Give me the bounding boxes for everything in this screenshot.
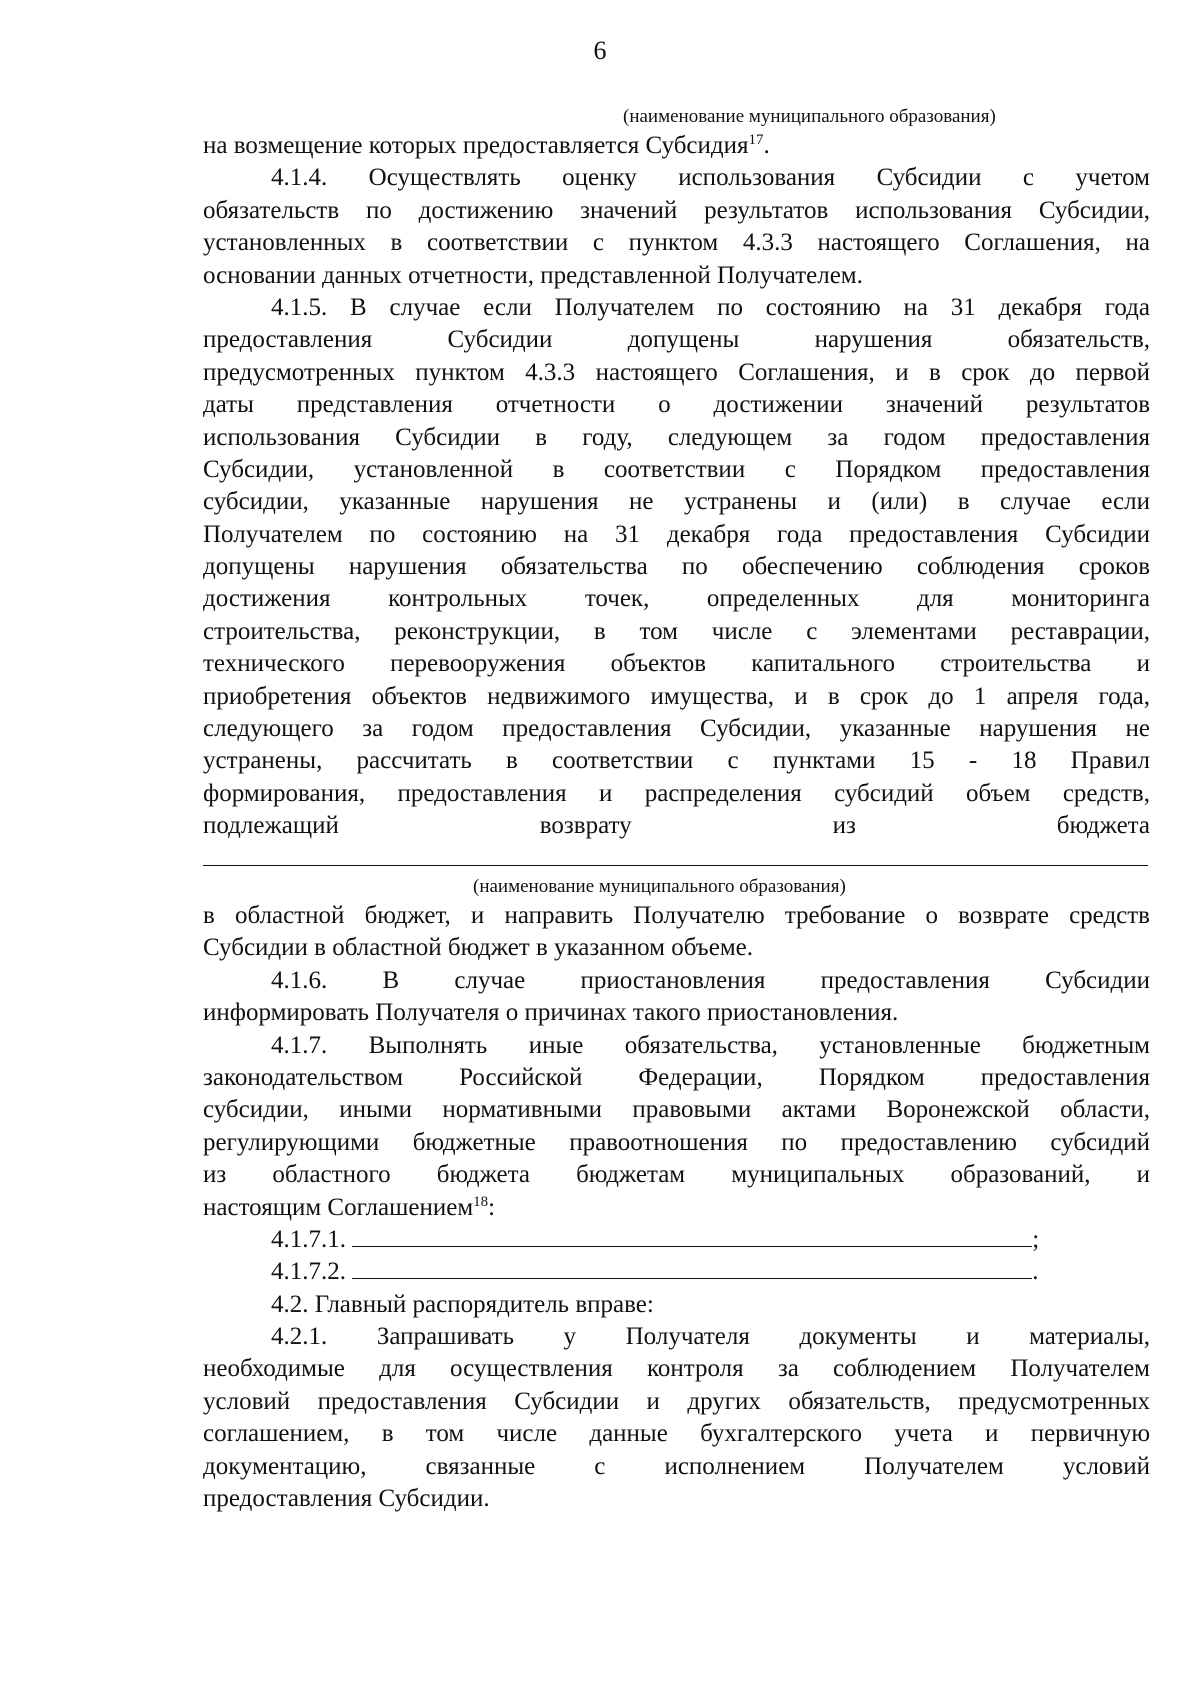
text-block-bottom [203,874,1150,1515]
p415-line: предоставления Субсидии допущены нарушения обязательств, [203,326,1150,354]
p414-line: 4.1.4. Осуществлять оценку использования Субсидии с учетом [271,164,1150,192]
p417-line: регулирующими бюджетные правоотношения по предоставлению субсидий [203,1128,1150,1156]
p415-line: устранены, рассчитать в соответствии с пунктами 15 - 18 Правил [203,747,1150,775]
p415-line: допущены нарушения обязательства по обеспечению соблюдения сроков [203,553,1150,581]
p415-end-line: в областной бюджет, и направить Получателю требование о возврате средств [203,902,1150,929]
p416-line: информировать Получателя о причинах такого приостановления. [203,999,899,1027]
text-span: на возмещение которых предоставляется Субсидия [203,132,749,159]
p421-line: 4.2.1. Запрашивать у Получателя документы и материалы, [271,1323,1150,1351]
p417-line: из областного бюджета бюджетам муниципальных образований, и [203,1161,1150,1189]
p415-line: Субсидии, установленной в соответствии с Порядком предоставления [203,455,1150,483]
p42-line: 4.2. Главный распорядитель вправе: [271,1290,654,1318]
p417-line: законодательством Российской Федерации, Порядком предоставления [203,1063,1150,1091]
blank-item [203,1224,1150,1256]
p414-line: обязательств по достижению значений результатов использования Субсидии, [203,196,1150,224]
blank-fill-line [352,1224,1032,1247]
p415-line: использования Субсидии в году, следующем за годом предоставления [203,423,1150,451]
p415-line: приобретения объектов недвижимого имущества, и в срок до 1 апреля года, [203,682,1150,710]
text-line: на возмещение которых предоставляется Субсидия$^{17}$. [203,132,770,159]
blank-item [203,1256,1150,1288]
p415-line: предусмотренных пунктом 4.3.3 настоящего Соглашения, и в срок до первой [203,358,1150,386]
p415-line: подлежащий возврату из бюджета [203,812,1150,840]
page-number: 6 [593,36,607,65]
p421-line: условий предоставления Субсидии и других обязательств, предусмотренных [203,1387,1150,1415]
p415-line: субсидии, указанные нарушения не устранены и (или) в случае если [203,488,1150,516]
blank-fill-line [352,1256,1032,1279]
p417-line: субсидии, иными нормативными правовыми актами Воронежской области, [203,1096,1150,1124]
item-label: 4.1.7.2. [271,1258,346,1286]
footnote-ref: 18 [473,1193,489,1210]
p415-line: достижения контрольных точек, определенных для мониторинга [203,585,1150,613]
item-label: 4.1.7.1. [271,1225,346,1253]
p415-line: даты представления отчетности о достижении значений результатов [203,391,1150,419]
p415-line: технического перевооружения объектов капитального строительства и [203,650,1150,678]
p417-line: 4.1.7. Выполнять иные обязательства, установленные бюджетным [271,1031,1150,1059]
p415-line: строительства, реконструкции, в том числе с элементами реставрации, [203,617,1150,645]
caption-municipality: (наименование муниципального образования) [473,876,846,897]
p414-line: установленных в соответствии с пунктом 4.3.3 настоящего Соглашения, на [203,229,1150,257]
p414-line: основании данных отчетности, представленной Получателем. [203,261,863,289]
fill-in-line [203,865,1148,866]
p416-line: 4.1.6. В случае приостановления предоставления Субсидии [271,966,1150,994]
p417-line: настоящим Соглашением$^{18}$: [203,1193,496,1221]
p415-end-line: Субсидии в областной бюджет в указанном объеме. [203,934,753,962]
p415-line: формирования, предоставления и распределения субсидий объем средств, [203,779,1150,807]
p421-line: предоставления Субсидии. [203,1485,490,1513]
p415-line: следующего за годом предоставления Субсидии, указанные нарушения не [203,715,1150,743]
p415-line: Получателем по состоянию на 31 декабря года предоставления Субсидии [203,520,1150,548]
caption-municipality: (наименование муниципального образования) [623,106,996,127]
p415-line: 4.1.5. В случае если Получателем по состоянию на 31 декабря года [271,293,1150,321]
footnote-ref: 17 [748,132,764,148]
p421-line: необходимые для осуществления контроля за соблюдением Получателем [203,1355,1150,1383]
p421-line: соглашением, в том числе данные бухгалтерского учета и первичную [203,1420,1150,1448]
item-end: ; [1032,1225,1040,1253]
text-span: настоящим Соглашением [203,1193,474,1221]
text-block-top [203,104,1150,843]
p421-line: документацию, связанные с исполнением Получателем условий [203,1452,1150,1480]
item-end: . [1032,1258,1039,1286]
